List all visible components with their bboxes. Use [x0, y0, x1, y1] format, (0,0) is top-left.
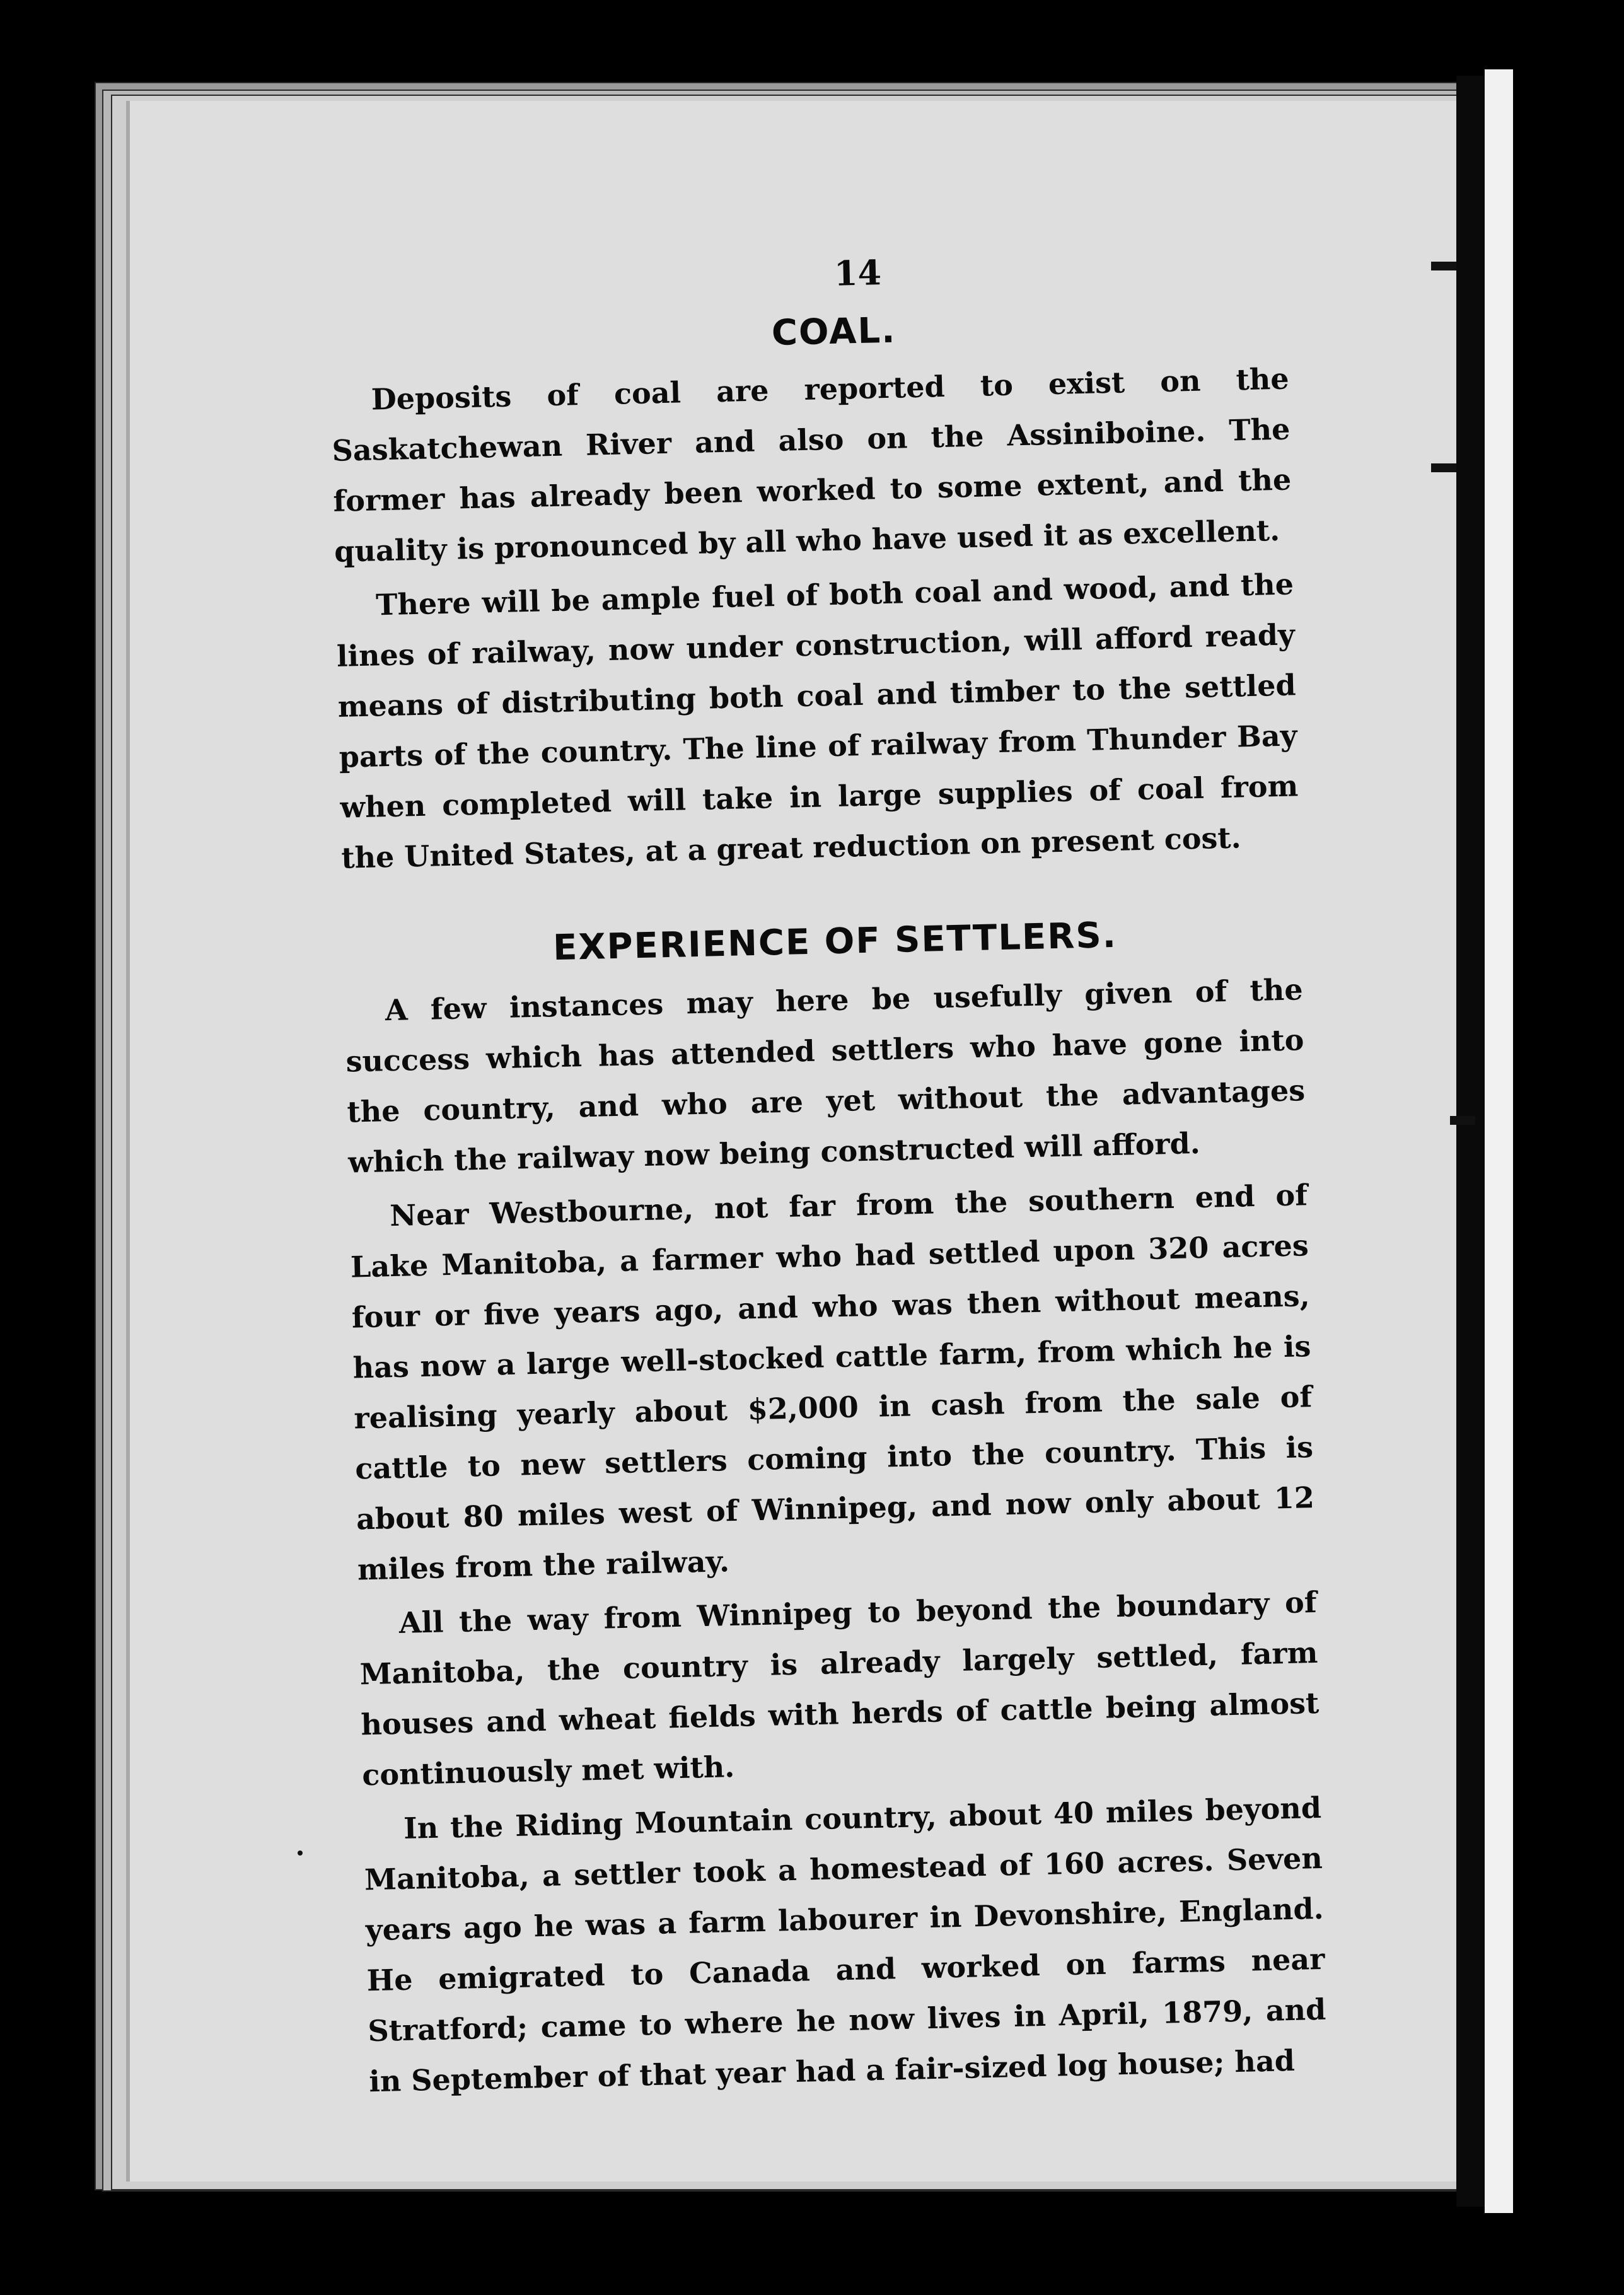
- binding-mark: [1450, 1116, 1475, 1125]
- ink-speck: [298, 1851, 303, 1856]
- page-number: 14: [833, 252, 882, 294]
- paragraph: Deposits of coal are reported to exist on the Saskatchewan River and also on the Assiniboine. The former has already been worked to some extent, and the quality is pronounced by all who have used it as excellent.: [332, 361, 1292, 569]
- binding-mark: [1431, 262, 1456, 270]
- section-heading-experience: EXPERIENCE OF SETTLERS.: [552, 914, 1118, 969]
- page-text: [328, 243, 1328, 2111]
- paragraph: A few instances may here be usefully given of the success which has attended settlers who have gone into the country, and who are yet without the advantages which the railway now being constructed will afford.: [345, 972, 1306, 1180]
- facing-page-edge: [1485, 69, 1513, 2213]
- section-heading-coal: COAL.: [771, 310, 897, 354]
- paragraph: All the way from Winnipeg to beyond the boundary of Manitoba, the country is already largely settled, farm houses and wheat fields with herds of cattle being almost continuously met with.: [359, 1584, 1320, 1792]
- paragraph: In the Riding Mountain country, about 40 miles beyond Manitoba, a settler took a homestead of 160 acres. Seven years ago he was a farm labourer in Devonshire, England. He emigrated to Canada and worked on farms near Stratford; came to where he now lives in April, 1879, and in September of that year had a fair-sized log house; had: [364, 1790, 1326, 2099]
- binding-mark: [1431, 463, 1456, 472]
- binding-edge: [1456, 76, 1485, 2207]
- paragraph: There will be ample fuel of both coal and wood, and the lines of railway, now under construction, will afford ready means of distributing both coal and timber to the settled parts of the country. The line of railway from Thunder Bay when completed will take in large supplies of coal from the United States, at a great reduction on present cost.: [336, 567, 1299, 875]
- paragraph: Near Westbourne, not far from the southern end of Lake Manitoba, a farmer who had settled upon 320 acres four or five years ago, and who was then without means, has now a large well-stocked cattle farm, from which he is realising yearly about $2,000 in cash from the sale of cattle to new settlers coming into the country. This is about 80 miles west of Winnipeg, and now only about 12 miles from the railway.: [350, 1178, 1315, 1587]
